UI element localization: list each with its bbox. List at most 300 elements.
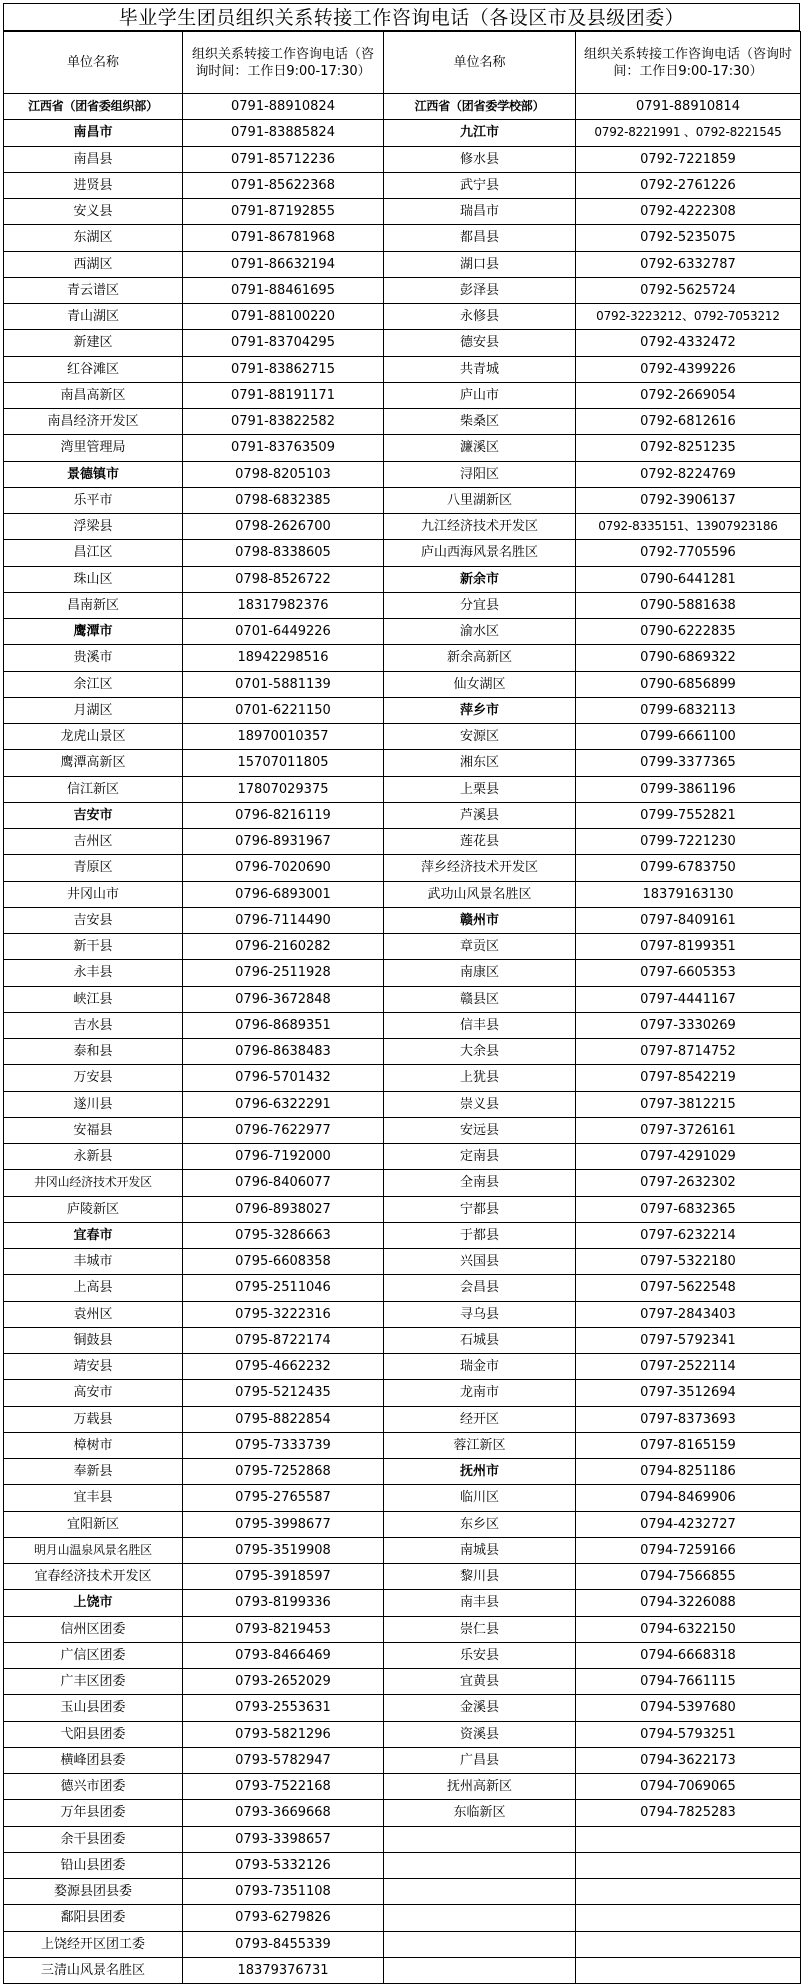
unit-name-cell: 濂溪区 [384, 435, 576, 461]
table-row [4, 435, 801, 461]
unit-name-cell: 鹰潭高新区 [4, 750, 183, 776]
table-row [4, 907, 801, 933]
unit-name-cell: 万年县团委 [4, 1800, 183, 1826]
phone-cell: 0795-3918597 [183, 1564, 384, 1590]
unit-name-cell: 井冈山经济技术开发区 [4, 1170, 183, 1196]
table-row [4, 855, 801, 881]
phone-cell: 0797-6832365 [576, 1196, 801, 1222]
phone-cell: 0791-88910824 [183, 94, 384, 120]
phone-cell: 0792-4222308 [576, 199, 801, 225]
unit-name-cell: 经开区 [384, 1406, 576, 1432]
unit-name-cell: 玉山县团委 [4, 1695, 183, 1721]
phone-cell: 0797-6605353 [576, 960, 801, 986]
unit-name-cell: 三清山风景名胜区 [4, 1957, 183, 1983]
table-row [4, 304, 801, 330]
unit-name-cell: 西湖区 [4, 251, 183, 277]
phone-cell: 0797-2843403 [576, 1301, 801, 1327]
unit-name-cell: 会昌县 [384, 1275, 576, 1301]
table-row [4, 881, 801, 907]
unit-name-cell: 柴桑区 [384, 409, 576, 435]
phone-cell: 0794-7825283 [576, 1800, 801, 1826]
phone-cell: 0797-3512694 [576, 1380, 801, 1406]
phone-cell: 0795-2765587 [183, 1485, 384, 1511]
unit-name-cell: 南昌县 [4, 146, 183, 172]
unit-name-cell: 龙南市 [384, 1380, 576, 1406]
phone-cell: 0797-8165159 [576, 1432, 801, 1458]
phone-cell: 0791-88461695 [183, 277, 384, 303]
unit-name-cell: 景德镇市 [4, 461, 183, 487]
unit-name-cell [384, 1931, 576, 1957]
unit-name-cell: 弋阳县团委 [4, 1721, 183, 1747]
phone-cell: 0791-87192855 [183, 199, 384, 225]
phone-cell: 0792-8335151、13907923186 [576, 514, 801, 540]
phone-cell: 0791-85712236 [183, 146, 384, 172]
phone-cell: 0797-8373693 [576, 1406, 801, 1432]
phone-cell: 0796-6893001 [183, 881, 384, 907]
phone-cell: 0793-5332126 [183, 1852, 384, 1878]
unit-name-cell: 万载县 [4, 1406, 183, 1432]
phone-cell: 0795-4662232 [183, 1354, 384, 1380]
table-row [4, 1406, 801, 1432]
table-row [4, 1642, 801, 1668]
phone-cell: 0797-4291029 [576, 1144, 801, 1170]
unit-name-cell: 宁都县 [384, 1196, 576, 1222]
phone-cell: 0794-7566855 [576, 1564, 801, 1590]
unit-name-cell: 东临新区 [384, 1800, 576, 1826]
unit-name-cell: 庐山市 [384, 382, 576, 408]
column-header-phone-left: 组织关系转接工作咨询电话（咨询时间：工作日9:00-17:30） [183, 32, 384, 94]
phone-cell: 0790-6856899 [576, 671, 801, 697]
phone-cell: 0797-3812215 [576, 1091, 801, 1117]
table-row [4, 1275, 801, 1301]
phone-cell: 0790-6441281 [576, 566, 801, 592]
table-row [4, 172, 801, 198]
unit-name-cell: 丰城市 [4, 1249, 183, 1275]
phone-cell: 0791-86781968 [183, 225, 384, 251]
table-row [4, 409, 801, 435]
phone-cell: 0799-6832113 [576, 697, 801, 723]
unit-name-cell: 蓉江新区 [384, 1432, 576, 1458]
unit-name-cell: 安福县 [4, 1117, 183, 1143]
phone-cell: 0796-8638483 [183, 1039, 384, 1065]
unit-name-cell: 泰和县 [4, 1039, 183, 1065]
unit-name-cell: 明月山温泉风景名胜区 [4, 1537, 183, 1563]
unit-name-cell: 八里湖新区 [384, 487, 576, 513]
unit-name-cell: 湾里管理局 [4, 435, 183, 461]
unit-name-cell: 铅山县团委 [4, 1852, 183, 1878]
unit-name-cell: 九江经济技术开发区 [384, 514, 576, 540]
table-row [4, 1012, 801, 1038]
unit-name-cell: 德安县 [384, 330, 576, 356]
phone-cell: 0791-88191171 [183, 382, 384, 408]
table-row [4, 199, 801, 225]
unit-name-cell: 鄱阳县团委 [4, 1905, 183, 1931]
phone-cell: 0796-8938027 [183, 1196, 384, 1222]
unit-name-cell: 余干县团委 [4, 1826, 183, 1852]
phone-cell: 0791-83885824 [183, 120, 384, 146]
phone-cell: 0793-7522168 [183, 1774, 384, 1800]
unit-name-cell: 宜春市 [4, 1222, 183, 1248]
phone-cell: 0790-6222835 [576, 619, 801, 645]
unit-name-cell: 宜春经济技术开发区 [4, 1564, 183, 1590]
table-body [4, 94, 801, 1984]
unit-name-cell: 修水县 [384, 146, 576, 172]
unit-name-cell [384, 1826, 576, 1852]
phone-cell: 0792-4399226 [576, 356, 801, 382]
column-header-unit-right: 单位名称 [384, 32, 576, 94]
phone-cell: 0792-8224769 [576, 461, 801, 487]
table-row [4, 277, 801, 303]
phone-cell: 0791-85622368 [183, 172, 384, 198]
unit-name-cell: 资溪县 [384, 1721, 576, 1747]
table-row [4, 724, 801, 750]
table-row [4, 1117, 801, 1143]
table-row [4, 829, 801, 855]
unit-name-cell: 进贤县 [4, 172, 183, 198]
table-row [4, 1196, 801, 1222]
phone-cell: 0795-2511046 [183, 1275, 384, 1301]
unit-name-cell: 青云谱区 [4, 277, 183, 303]
table-row [4, 225, 801, 251]
unit-name-cell: 铜鼓县 [4, 1327, 183, 1353]
phone-cell: 0798-8338605 [183, 540, 384, 566]
table-row [4, 1065, 801, 1091]
unit-name-cell: 武功山风景名胜区 [384, 881, 576, 907]
phone-cell: 0797-5622548 [576, 1275, 801, 1301]
unit-name-cell: 萍乡经济技术开发区 [384, 855, 576, 881]
phone-cell: 0798-8205103 [183, 461, 384, 487]
unit-name-cell: 月湖区 [4, 697, 183, 723]
unit-name-cell: 崇仁县 [384, 1616, 576, 1642]
phone-cell: 0701-6449226 [183, 619, 384, 645]
table-row [4, 934, 801, 960]
phone-cell: 0797-2522114 [576, 1354, 801, 1380]
unit-name-cell: 湖口县 [384, 251, 576, 277]
phone-cell: 0795-3286663 [183, 1222, 384, 1248]
phone-cell: 0791-83763509 [183, 435, 384, 461]
table-row [4, 671, 801, 697]
unit-name-cell: 宜阳新区 [4, 1511, 183, 1537]
phone-cell [576, 1905, 801, 1931]
table-row [4, 1957, 801, 1983]
unit-name-cell: 莲花县 [384, 829, 576, 855]
phone-cell: 0795-6608358 [183, 1249, 384, 1275]
phone-cell: 0791-88100220 [183, 304, 384, 330]
phone-cell: 0796-3672848 [183, 986, 384, 1012]
phone-cell: 0797-3330269 [576, 1012, 801, 1038]
table-row [4, 1774, 801, 1800]
phone-cell: 0794-3226088 [576, 1590, 801, 1616]
table-row [4, 1432, 801, 1458]
table-row [4, 1222, 801, 1248]
phone-cell: 0794-7259166 [576, 1537, 801, 1563]
contact-sheet [3, 3, 800, 1984]
unit-name-cell: 东湖区 [4, 225, 183, 251]
unit-name-cell: 于都县 [384, 1222, 576, 1248]
phone-cell: 0795-3519908 [183, 1537, 384, 1563]
unit-name-cell: 黎川县 [384, 1564, 576, 1590]
phone-cell: 0796-8689351 [183, 1012, 384, 1038]
unit-name-cell: 信江新区 [4, 776, 183, 802]
phone-cell: 0799-6661100 [576, 724, 801, 750]
unit-name-cell: 瑞金市 [384, 1354, 576, 1380]
unit-name-cell: 信州区团委 [4, 1616, 183, 1642]
phone-cell: 0792-5235075 [576, 225, 801, 251]
unit-name-cell: 南昌市 [4, 120, 183, 146]
phone-cell: 0794-6322150 [576, 1616, 801, 1642]
phone-cell: 0794-8251186 [576, 1459, 801, 1485]
table-row [4, 146, 801, 172]
table-row [4, 1695, 801, 1721]
table-row [4, 1826, 801, 1852]
unit-name-cell: 抚州市 [384, 1459, 576, 1485]
unit-name-cell: 永修县 [384, 304, 576, 330]
phone-cell: 0793-8199336 [183, 1590, 384, 1616]
unit-name-cell: 渝水区 [384, 619, 576, 645]
phone-cell: 0797-6232214 [576, 1222, 801, 1248]
unit-name-cell: 昌江区 [4, 540, 183, 566]
unit-name-cell: 鹰潭市 [4, 619, 183, 645]
phone-cell: 0791-86632194 [183, 251, 384, 277]
phone-cell: 0795-7333739 [183, 1432, 384, 1458]
unit-name-cell: 兴国县 [384, 1249, 576, 1275]
table-row [4, 1354, 801, 1380]
unit-name-cell: 横峰团县委 [4, 1747, 183, 1773]
phone-cell: 0794-3622173 [576, 1747, 801, 1773]
unit-name-cell: 崇义县 [384, 1091, 576, 1117]
phone-cell: 0792-8221991 、0792-8221545 [576, 120, 801, 146]
table-row [4, 1039, 801, 1065]
unit-name-cell [384, 1852, 576, 1878]
phone-cell: 0792-3906137 [576, 487, 801, 513]
unit-name-cell: 寻乌县 [384, 1301, 576, 1327]
phone-cell: 0794-4232727 [576, 1511, 801, 1537]
phone-cell [576, 1931, 801, 1957]
unit-name-cell: 浮梁县 [4, 514, 183, 540]
phone-cell: 0795-5212435 [183, 1380, 384, 1406]
phone-cell: 0701-5881139 [183, 671, 384, 697]
table-row [4, 514, 801, 540]
unit-name-cell: 德兴市团委 [4, 1774, 183, 1800]
phone-cell: 0796-7020690 [183, 855, 384, 881]
table-row [4, 566, 801, 592]
phone-cell: 0799-6783750 [576, 855, 801, 881]
column-header-unit-left: 单位名称 [4, 32, 183, 94]
phone-cell: 0796-8931967 [183, 829, 384, 855]
unit-name-cell: 贵溪市 [4, 645, 183, 671]
unit-name-cell: 萍乡市 [384, 697, 576, 723]
phone-cell: 0797-5322180 [576, 1249, 801, 1275]
table-row [4, 1380, 801, 1406]
phone-cell: 0796-5701432 [183, 1065, 384, 1091]
phone-cell: 0796-8406077 [183, 1170, 384, 1196]
table-row [4, 1905, 801, 1931]
unit-name-cell: 分宜县 [384, 592, 576, 618]
unit-name-cell: 定南县 [384, 1144, 576, 1170]
phone-cell: 0793-8455339 [183, 1931, 384, 1957]
unit-name-cell: 武宁县 [384, 172, 576, 198]
phone-cell: 0794-8469906 [576, 1485, 801, 1511]
phone-cell: 0792-4332472 [576, 330, 801, 356]
contact-table [3, 31, 801, 1984]
phone-cell: 0795-3222316 [183, 1301, 384, 1327]
table-row [4, 1327, 801, 1353]
phone-cell: 0792-8251235 [576, 435, 801, 461]
phone-cell: 0797-8714752 [576, 1039, 801, 1065]
unit-name-cell: 江西省（团省委学校部） [384, 94, 576, 120]
unit-name-cell: 庐陵新区 [4, 1196, 183, 1222]
table-row [4, 1721, 801, 1747]
unit-name-cell: 红谷滩区 [4, 356, 183, 382]
phone-cell: 0793-5782947 [183, 1747, 384, 1773]
phone-cell: 0791-83862715 [183, 356, 384, 382]
phone-cell: 0792-6812616 [576, 409, 801, 435]
unit-name-cell: 广信区团委 [4, 1642, 183, 1668]
unit-name-cell: 新建区 [4, 330, 183, 356]
unit-name-cell: 新余市 [384, 566, 576, 592]
table-row [4, 487, 801, 513]
phone-cell: 15707011805 [183, 750, 384, 776]
unit-name-cell: 上饶经开区团工委 [4, 1931, 183, 1957]
phone-cell: 0790-5881638 [576, 592, 801, 618]
phone-cell: 0796-8216119 [183, 802, 384, 828]
unit-name-cell: 庐山西海风景名胜区 [384, 540, 576, 566]
unit-name-cell: 樟树市 [4, 1432, 183, 1458]
table-row [4, 1669, 801, 1695]
unit-name-cell: 南丰县 [384, 1590, 576, 1616]
phone-cell: 0790-6869322 [576, 645, 801, 671]
unit-name-cell: 高安市 [4, 1380, 183, 1406]
unit-name-cell: 章贡区 [384, 934, 576, 960]
table-row [4, 382, 801, 408]
table-row [4, 1800, 801, 1826]
unit-name-cell: 金溪县 [384, 1695, 576, 1721]
phone-cell: 0796-7192000 [183, 1144, 384, 1170]
phone-cell: 0792-5625724 [576, 277, 801, 303]
phone-cell [576, 1957, 801, 1983]
unit-name-cell [384, 1905, 576, 1931]
phone-cell: 0796-7114490 [183, 907, 384, 933]
table-row [4, 330, 801, 356]
phone-cell: 0793-2553631 [183, 1695, 384, 1721]
phone-cell: 18970010357 [183, 724, 384, 750]
table-row [4, 1249, 801, 1275]
table-row [4, 1931, 801, 1957]
phone-cell [576, 1852, 801, 1878]
unit-name-cell: 上栗县 [384, 776, 576, 802]
table-row [4, 1091, 801, 1117]
table-row [4, 1537, 801, 1563]
unit-name-cell: 仙女湖区 [384, 671, 576, 697]
unit-name-cell: 吉安市 [4, 802, 183, 828]
unit-name-cell: 青山湖区 [4, 304, 183, 330]
phone-cell: 0792-7705596 [576, 540, 801, 566]
phone-cell: 17807029375 [183, 776, 384, 802]
table-row [4, 750, 801, 776]
unit-name-cell: 峡江县 [4, 986, 183, 1012]
phone-cell: 0796-7622977 [183, 1117, 384, 1143]
phone-cell: 0792-7221859 [576, 146, 801, 172]
unit-name-cell: 奉新县 [4, 1459, 183, 1485]
unit-name-cell: 安义县 [4, 199, 183, 225]
table-row [4, 1170, 801, 1196]
phone-cell: 0799-7552821 [576, 802, 801, 828]
table-row [4, 251, 801, 277]
unit-name-cell: 江西省（团省委组织部） [4, 94, 183, 120]
unit-name-cell: 吉安县 [4, 907, 183, 933]
phone-cell: 0794-6668318 [576, 1642, 801, 1668]
unit-name-cell: 南昌高新区 [4, 382, 183, 408]
table-header [4, 32, 801, 94]
table-row [4, 461, 801, 487]
phone-cell: 0799-3377365 [576, 750, 801, 776]
column-header-phone-right: 组织关系转接工作咨询电话（咨询时间：工作日9:00-17:30） [576, 32, 801, 94]
unit-name-cell: 安源区 [384, 724, 576, 750]
phone-cell: 0797-4441167 [576, 986, 801, 1012]
table-row [4, 776, 801, 802]
unit-name-cell: 上高县 [4, 1275, 183, 1301]
table-row [4, 986, 801, 1012]
phone-cell: 0793-8466469 [183, 1642, 384, 1668]
unit-name-cell: 乐安县 [384, 1642, 576, 1668]
unit-name-cell: 袁州区 [4, 1301, 183, 1327]
unit-name-cell: 靖安县 [4, 1354, 183, 1380]
phone-cell: 0796-2511928 [183, 960, 384, 986]
table-row [4, 1511, 801, 1537]
unit-name-cell: 大余县 [384, 1039, 576, 1065]
unit-name-cell: 广昌县 [384, 1747, 576, 1773]
unit-name-cell: 东乡区 [384, 1511, 576, 1537]
table-row [4, 1747, 801, 1773]
unit-name-cell: 抚州高新区 [384, 1774, 576, 1800]
unit-name-cell: 石城县 [384, 1327, 576, 1353]
phone-cell: 0798-2626700 [183, 514, 384, 540]
unit-name-cell: 上犹县 [384, 1065, 576, 1091]
unit-name-cell: 广丰区团委 [4, 1669, 183, 1695]
phone-cell: 0792-3223212、0792-7053212 [576, 304, 801, 330]
phone-cell: 0793-3398657 [183, 1826, 384, 1852]
table-row [4, 356, 801, 382]
table-row [4, 697, 801, 723]
unit-name-cell: 遂川县 [4, 1091, 183, 1117]
unit-name-cell: 安远县 [384, 1117, 576, 1143]
unit-name-cell: 全南县 [384, 1170, 576, 1196]
phone-cell: 0797-3726161 [576, 1117, 801, 1143]
unit-name-cell: 永新县 [4, 1144, 183, 1170]
table-row [4, 960, 801, 986]
unit-name-cell: 九江市 [384, 120, 576, 146]
table-row [4, 1590, 801, 1616]
unit-name-cell [384, 1879, 576, 1905]
unit-name-cell: 吉州区 [4, 829, 183, 855]
unit-name-cell: 万安县 [4, 1065, 183, 1091]
phone-cell: 0793-2652029 [183, 1669, 384, 1695]
phone-cell: 0798-8526722 [183, 566, 384, 592]
phone-cell: 0799-3861196 [576, 776, 801, 802]
unit-name-cell: 彭泽县 [384, 277, 576, 303]
table-row [4, 619, 801, 645]
phone-cell: 0799-7221230 [576, 829, 801, 855]
phone-cell: 0793-8219453 [183, 1616, 384, 1642]
unit-name-cell: 井冈山市 [4, 881, 183, 907]
phone-cell: 0794-7661115 [576, 1669, 801, 1695]
table-row [4, 1879, 801, 1905]
phone-cell: 0797-2632302 [576, 1170, 801, 1196]
unit-name-cell: 临川区 [384, 1485, 576, 1511]
phone-cell: 18379376731 [183, 1957, 384, 1983]
table-row [4, 1459, 801, 1485]
unit-name-cell: 吉水县 [4, 1012, 183, 1038]
